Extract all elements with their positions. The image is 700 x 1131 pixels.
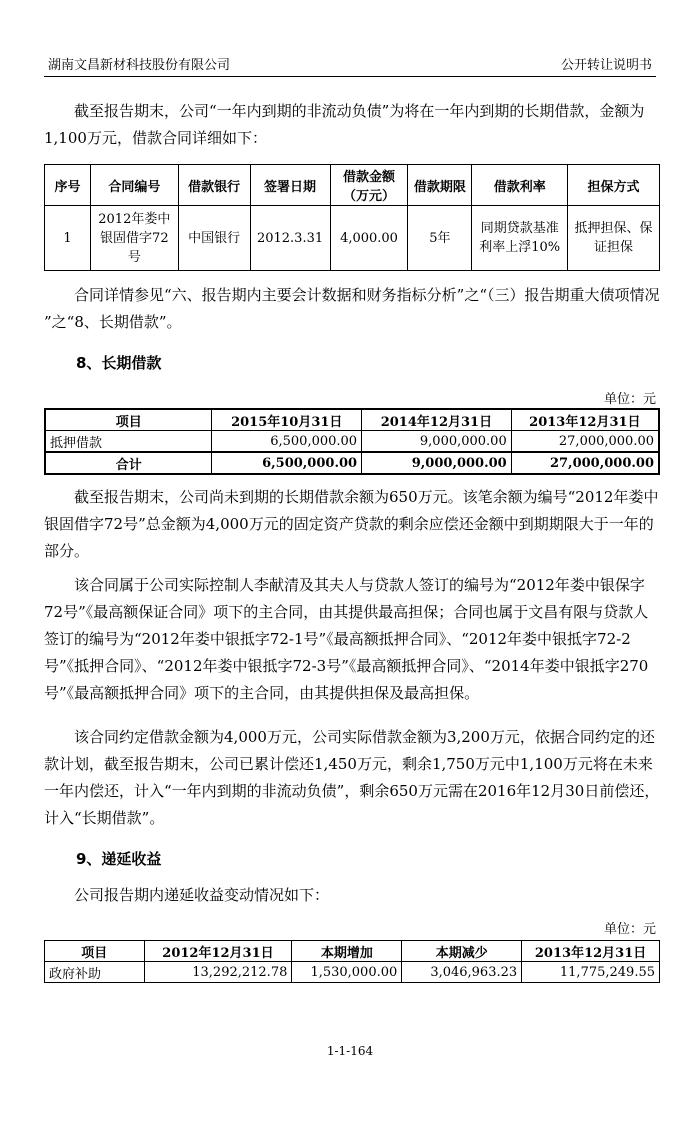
section-heading-long-term-loans: 8、长期借款 [76, 354, 162, 372]
table-header-row [45, 941, 660, 962]
header-cell: 借款银行 [178, 165, 250, 206]
unit-label: 单位：元 [603, 392, 656, 407]
deferred-income-table [44, 940, 660, 983]
table-cell: 抵押借款 [45, 431, 212, 453]
header-cell: 签署日期 [250, 165, 330, 206]
table-cell: 中国银行 [178, 206, 250, 271]
long-term-loan-table [44, 408, 660, 475]
table-cell: 政府补助 [45, 962, 145, 983]
section-heading-deferred-income: 9、递延收益 [76, 850, 162, 868]
paragraph-repayment: 该合同约定借款金额为4,000万元，公司实际借款金额为3,200万元，依据合同约定的还款计划，截至报告期末，公司已累计偿还1,450万元，剩余1,750万元中1,100万元将在未来一年内偿还，计入“一年内到期的非流动负债”，剩余650万元需在2016年12月30日前偿还，计入“长期借款”。 [44, 728, 660, 827]
table-cell: 5年 [408, 206, 472, 271]
header-cell: 2013年12月31日 [522, 941, 660, 962]
page-header [44, 48, 656, 77]
header-cell: 借款期限 [408, 165, 472, 206]
table-row [45, 431, 659, 453]
header-cell: 项目 [45, 941, 145, 962]
header-cell: 本期减少 [402, 941, 522, 962]
paragraph-outstanding-balance: 截至报告期末，公司尚未到期的长期借款余额为650万元。该笔余额为编号“2012年娄中银固借字72号”总金额为4,000万元的固定资产贷款的剩余应偿还金额中到期期限大于一年的部分。 [44, 488, 659, 560]
table-cell: 2012年娄中银固借字72号 [90, 206, 178, 271]
page-number: 1-1-164 [326, 1044, 374, 1058]
header-cell: 2013年12月31日 [511, 409, 659, 431]
table-total-row [45, 452, 659, 474]
table-cell: 9,000,000.00 [362, 431, 512, 453]
company-name: 湖南文昌新材科技股份有限公司 [48, 58, 231, 73]
header-cell: 本期增加 [292, 941, 402, 962]
header-cell: 序号 [45, 165, 91, 206]
table-cell: 27,000,000.00 [511, 431, 659, 453]
document-title: 公开转让说明书 [560, 58, 652, 73]
header-cell: 担保方式 [568, 165, 660, 206]
unit-label: 单位：元 [603, 922, 656, 937]
table-cell: 13,292,212.78 [144, 962, 292, 983]
header-cell: 项目 [45, 409, 212, 431]
table-cell: 4,000.00 [330, 206, 408, 271]
table-cell: 1 [45, 206, 91, 271]
header-cell: 2014年12月31日 [362, 409, 512, 431]
table-cell: 3,046,963.23 [402, 962, 522, 983]
table-cell: 2012.3.31 [250, 206, 330, 271]
header-cell: 2015年10月31日 [212, 409, 362, 431]
paragraph-reference: 合同详情参见“六、报告期内主要会计数据和财务指标分析”之“（三）报告期重大债项情况 ”之“8、长期借款”。 [44, 286, 660, 331]
table-cell: 27,000,000.00 [511, 452, 659, 474]
table-cell: 抵押担保、保证担保 [568, 206, 660, 271]
table-cell: 6,500,000.00 [212, 431, 362, 453]
table-row [45, 206, 660, 271]
header-cell: 借款利率 [472, 165, 568, 206]
table-cell: 6,500,000.00 [212, 452, 362, 474]
header-cell: 合同编号 [90, 165, 178, 206]
header-cell: 2012年12月31日 [144, 941, 292, 962]
table-cell: 11,775,249.55 [522, 962, 660, 983]
table-header-row [45, 165, 660, 206]
paragraph-deferred-intro: 公司报告期内递延收益变动情况如下： [74, 886, 330, 904]
table-cell: 合计 [45, 452, 212, 474]
header-cell: 借款金额（万元） [330, 165, 408, 206]
table-cell: 9,000,000.00 [362, 452, 512, 474]
table-cell: 1,530,000.00 [292, 962, 402, 983]
table-header-row [45, 409, 659, 431]
table-cell: 同期贷款基准利率上浮10% [472, 206, 568, 271]
table-row [45, 962, 660, 983]
paragraph-current-portion: 截至报告期末，公司“一年内到期的非流动负债”为将在一年内到期的长期借款，金额为1,100万元，借款合同详细如下： [44, 102, 645, 147]
loan-contract-table [44, 164, 660, 271]
paragraph-guarantee: 该合同属于公司实际控制人李献清及其夫人与贷款人签订的编号为“2012年娄中银保字72号”《最高额保证合同》项下的主合同，由其提供最高担保；合同也属于文昌有限与贷款人签订的编号为“2012年娄中银抵字72-1号”《最高额抵押合同》、“2012年娄中银抵字72-2号”《抵押合同》、“2012年娄中银抵字72-3号”《最高额抵押合同》、“2014年娄中银抵字270号”《最高额抵押合同》项下的主合同，由其提供担保及最高担保。 [44, 576, 649, 702]
